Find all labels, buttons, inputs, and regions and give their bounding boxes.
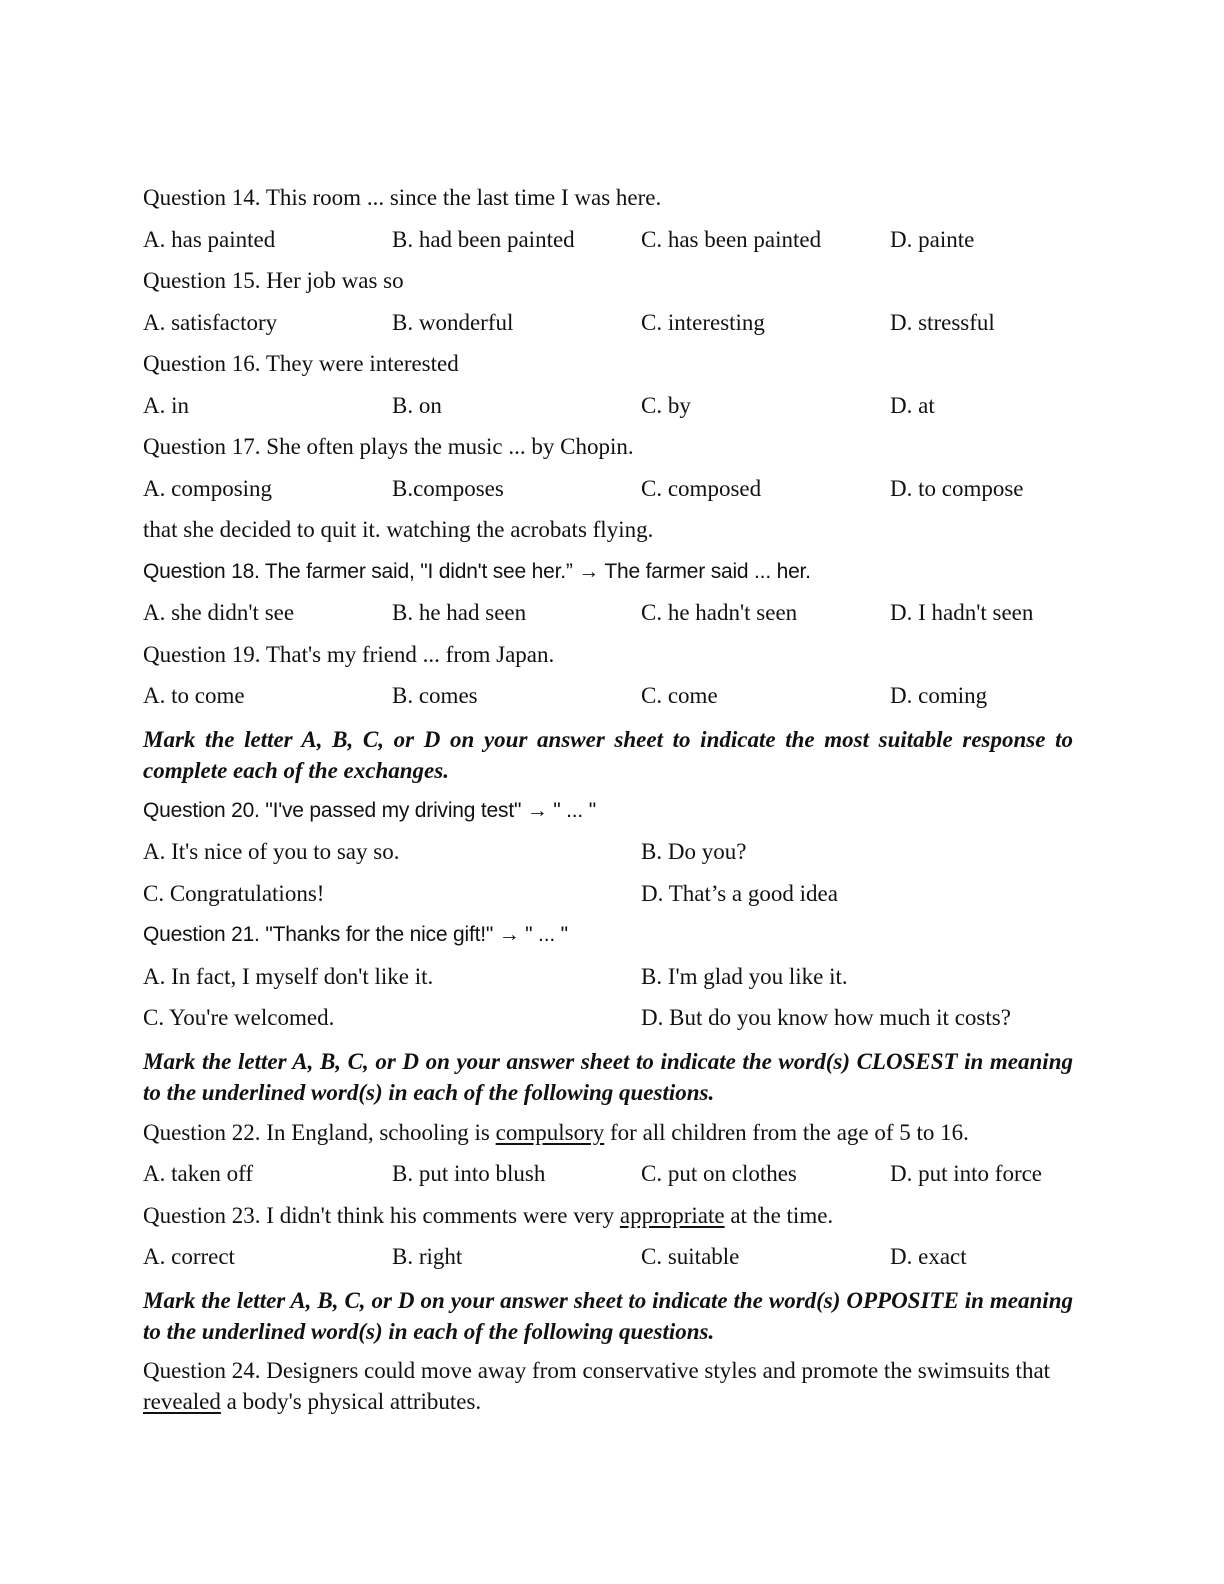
option-d: D. But do you know how much it costs?: [641, 1005, 1011, 1030]
question-17-options: [143, 472, 1073, 514]
option-b: B. put into blush: [392, 1161, 546, 1186]
option-b: B. wonderful: [392, 309, 514, 335]
option-c: C. You're welcomed.: [143, 1005, 335, 1030]
question-20-options-row-2: [143, 877, 1073, 919]
option-c: C. come: [641, 683, 718, 708]
option-b: B. he had seen: [392, 600, 527, 625]
question-15-options: [143, 306, 1073, 348]
question-19-stem: Question 19. That's my friend ... from Japan.: [143, 641, 555, 667]
option-c: C. interesting: [641, 309, 765, 335]
question-18-options: [143, 596, 1073, 638]
question-16-options: [143, 389, 1073, 431]
option-d: D. stressful: [890, 309, 995, 335]
option-d: D. I hadn't seen: [890, 600, 1034, 625]
option-a: A. taken off: [143, 1161, 254, 1186]
option-c: C. Congratulations!: [143, 880, 325, 906]
question-21-options-row-2: [143, 1001, 1073, 1043]
option-b: B. I'm glad you like it.: [641, 963, 848, 989]
instruction-exchanges: Mark the letter A, B, C, or D on your answer sheet to indicate the most suitable response to complete each of the exchanges.: [143, 726, 1073, 783]
question-14-stem: Question 14. This room ... since the last time I was here.: [143, 185, 662, 210]
question-14-options: [143, 223, 1073, 265]
option-a: A. in: [143, 392, 189, 418]
question-24-stem: [143, 1355, 1073, 1418]
option-c: C. suitable: [641, 1244, 740, 1269]
option-d: D. at: [890, 392, 935, 418]
stem-text: Question 23. I didn't think his comments were very: [143, 1202, 620, 1228]
underlined-word: appropriate: [619, 1202, 725, 1228]
question-23-stem: [143, 1199, 1073, 1241]
option-a: A. correct: [143, 1244, 235, 1269]
option-c: C. he hadn't seen: [641, 600, 798, 625]
question-19-options: [143, 679, 1073, 721]
question-20-options-row-1: [143, 835, 1073, 877]
option-b: B. right: [392, 1244, 463, 1269]
option-d: D. That’s a good idea: [641, 880, 838, 906]
stem-text: a body's physical attributes.: [220, 1389, 482, 1414]
question-17-stem: Question 17. She often plays the music ... by Chopin.: [143, 434, 634, 459]
option-c: C. has been painted: [641, 226, 822, 252]
option-d: D. to compose: [890, 475, 1024, 501]
question-18-stem: Question 18. The farmer said, "I didn't see her.” → The farmer said ... her.: [143, 559, 811, 583]
question-22-stem: [143, 1116, 1073, 1158]
question-16-stem: Question 16. They were interested: [143, 351, 459, 376]
option-a: A. has painted: [143, 226, 276, 252]
question-21-options-row-1: [143, 960, 1073, 1002]
stem-text: for all children from the age of 5 to 16.: [604, 1119, 969, 1145]
option-d: D. put into force: [890, 1161, 1043, 1186]
option-c: C. put on clothes: [641, 1161, 797, 1186]
stem-text: at the time.: [724, 1202, 834, 1228]
option-d: D. coming: [890, 683, 988, 708]
question-22-options: [143, 1157, 1073, 1199]
option-c: C. by: [641, 392, 691, 418]
question-20-stem: Question 20. "I've passed my driving test" → " ... ": [143, 798, 596, 822]
underlined-word: revealed: [143, 1389, 221, 1414]
underlined-word: compulsory: [495, 1119, 605, 1145]
option-b: B.composes: [392, 475, 504, 501]
option-a: A. satisfactory: [143, 309, 278, 335]
option-a: A. composing: [143, 475, 273, 501]
instruction-opposite: Mark the letter A, B, C, or D on your answer sheet to indicate the word(s) OPPOSITE in meaning to the underlined word(s) in each of the following questions.: [143, 1287, 1073, 1344]
option-a: A. she didn't see: [143, 600, 295, 625]
option-b: B. on: [392, 392, 442, 418]
question-15-stem: Question 15. Her job was so: [143, 268, 404, 293]
option-d: D. painte: [890, 226, 975, 252]
continuation-text: that she decided to quit it. watching the acrobats flying.: [143, 517, 654, 542]
option-b: B. comes: [392, 683, 478, 708]
option-a: A. It's nice of you to say so.: [143, 839, 400, 864]
option-d: D. exact: [890, 1244, 967, 1269]
instruction-closest: Mark the letter A, B, C, or D on your answer sheet to indicate the word(s) CLOSEST in meaning to the underlined word(s) in each of the following questions.: [143, 1048, 1073, 1105]
question-21-stem: Question 21. "Thanks for the nice gift!" → " ... ": [143, 923, 568, 946]
question-23-options: [143, 1240, 1073, 1282]
option-a: A. In fact, I myself don't like it.: [143, 963, 434, 989]
option-b: B. had been painted: [392, 226, 575, 252]
exam-page: [143, 181, 1073, 1418]
option-c: C. composed: [641, 475, 762, 501]
stem-text: Question 22. In England, schooling is: [143, 1119, 496, 1145]
option-b: B. Do you?: [641, 839, 747, 864]
option-a: A. to come: [143, 683, 245, 708]
stem-text: Question 24. Designers could move away from conservative styles and promote the swimsuits that: [143, 1357, 1051, 1383]
